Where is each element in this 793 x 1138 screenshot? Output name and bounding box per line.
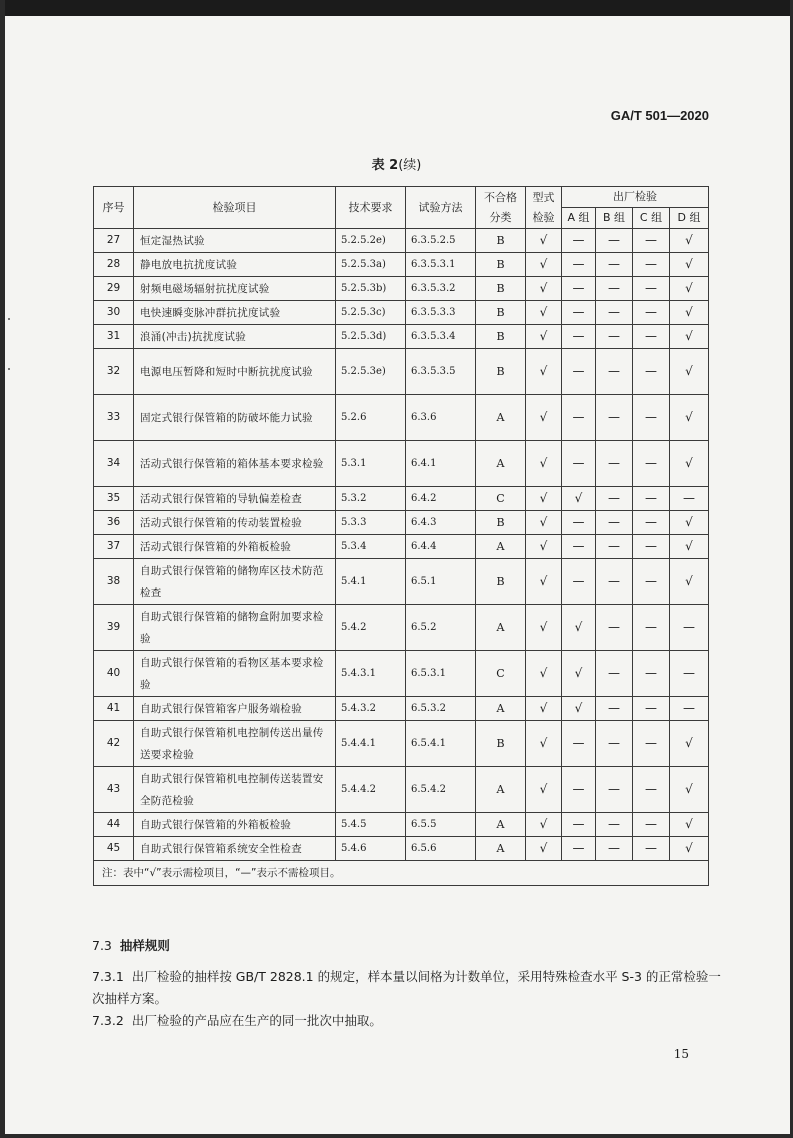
row-type-inspection: √: [526, 605, 562, 651]
row-type-inspection: √: [526, 837, 562, 861]
header-nonconformity-line1: 不合格: [484, 190, 517, 204]
table-row: [94, 301, 709, 325]
row-group-a: —: [562, 559, 596, 605]
row-number: 45: [94, 837, 134, 861]
row-number: 39: [94, 605, 134, 651]
row-type-inspection: √: [526, 301, 562, 325]
row-item: 电源电压暂降和短时中断抗扰度试验: [134, 349, 336, 395]
row-group-c: —: [633, 837, 670, 861]
row-test-method: 6.3.5.3.4: [406, 325, 476, 349]
row-group-c: —: [633, 721, 670, 767]
header-nonconformity: [476, 187, 526, 229]
row-tech-requirement: 5.4.5: [336, 813, 406, 837]
header-type-line2: 检验: [532, 210, 555, 224]
table-row: [94, 651, 709, 697]
row-group-d: √: [670, 349, 709, 395]
row-group-c: —: [633, 605, 670, 651]
row-group-a: —: [562, 229, 596, 253]
row-item: 自助式银行保管箱机电控制传送出量传送要求检验: [134, 721, 336, 767]
header-type-inspection: [526, 187, 562, 229]
row-tech-requirement: 5.4.1: [336, 559, 406, 605]
row-type-inspection: √: [526, 277, 562, 301]
row-item: 固定式银行保管箱的防破坏能力试验: [134, 395, 336, 441]
table-row: [94, 837, 709, 861]
row-group-c: —: [633, 559, 670, 605]
row-test-method: 6.3.5.3.2: [406, 277, 476, 301]
row-group-d: —: [670, 605, 709, 651]
row-item: 自助式银行保管箱的储物盒附加要求检验: [134, 605, 336, 651]
row-item: 自助式银行保管箱的外箱板检验: [134, 813, 336, 837]
row-group-a: —: [562, 837, 596, 861]
row-group-d: —: [670, 697, 709, 721]
row-group-b: —: [596, 441, 633, 487]
table-row: [94, 277, 709, 301]
section-number: 7.3: [92, 938, 112, 953]
row-number: 33: [94, 395, 134, 441]
row-number: 28: [94, 253, 134, 277]
row-test-method: 6.3.6: [406, 395, 476, 441]
row-test-method: 6.3.5.3.1: [406, 253, 476, 277]
row-type-inspection: √: [526, 767, 562, 813]
section-heading: [92, 936, 170, 954]
row-group-a: —: [562, 535, 596, 559]
row-group-c: —: [633, 487, 670, 511]
row-type-inspection: √: [526, 441, 562, 487]
row-group-b: —: [596, 559, 633, 605]
row-group-d: √: [670, 535, 709, 559]
row-group-b: —: [596, 651, 633, 697]
row-tech-requirement: 5.4.2: [336, 605, 406, 651]
row-nonconformity-class: B: [476, 349, 526, 395]
row-group-c: —: [633, 349, 670, 395]
row-test-method: 6.5.5: [406, 813, 476, 837]
row-number: 41: [94, 697, 134, 721]
row-group-b: —: [596, 325, 633, 349]
table-row: [94, 767, 709, 813]
paragraph-number: 7.3.1: [92, 969, 124, 984]
row-test-method: 6.4.1: [406, 441, 476, 487]
row-tech-requirement: 5.2.5.3a): [336, 253, 406, 277]
row-item: 自助式银行保管箱的看物区基本要求检验: [134, 651, 336, 697]
row-type-inspection: √: [526, 535, 562, 559]
row-tech-requirement: 5.2.6: [336, 395, 406, 441]
row-group-d: —: [670, 651, 709, 697]
row-type-inspection: √: [526, 813, 562, 837]
header-factory-inspection: 出厂检验: [562, 187, 709, 208]
row-group-b: —: [596, 767, 633, 813]
row-number: 43: [94, 767, 134, 813]
paragraph-7-3-2: [92, 1010, 722, 1032]
row-group-a: √: [562, 605, 596, 651]
table-header-row: [94, 187, 709, 208]
row-group-d: √: [670, 559, 709, 605]
row-group-c: —: [633, 277, 670, 301]
row-number: 36: [94, 511, 134, 535]
section-title: 抽样规则: [119, 938, 170, 953]
row-group-a: —: [562, 301, 596, 325]
row-group-a: —: [562, 441, 596, 487]
row-type-inspection: √: [526, 229, 562, 253]
row-group-a: √: [562, 697, 596, 721]
row-type-inspection: √: [526, 697, 562, 721]
row-group-a: —: [562, 813, 596, 837]
row-nonconformity-class: B: [476, 511, 526, 535]
paragraph-text: 出厂检验的抽样按 GB/T 2828.1 的规定，样本量以间格为计数单位，采用特殊检查水平 S-3 的正常检验一次抽样方案。: [92, 969, 721, 1006]
row-item: 活动式银行保管箱的箱体基本要求检验: [134, 441, 336, 487]
row-number: 31: [94, 325, 134, 349]
row-group-a: √: [562, 651, 596, 697]
row-group-d: √: [670, 229, 709, 253]
row-test-method: 6.4.4: [406, 535, 476, 559]
row-number: 32: [94, 349, 134, 395]
paragraph-text: 出厂检验的产品应在生产的同一批次中抽取。: [131, 1013, 382, 1028]
table-row: [94, 253, 709, 277]
row-test-method: 6.5.4.1: [406, 721, 476, 767]
row-group-a: —: [562, 349, 596, 395]
table-row: [94, 813, 709, 837]
row-item: 活动式银行保管箱的导轨偏差检查: [134, 487, 336, 511]
row-test-method: 6.4.2: [406, 487, 476, 511]
row-group-b: —: [596, 277, 633, 301]
row-group-b: —: [596, 253, 633, 277]
row-tech-requirement: 5.2.5.2e): [336, 229, 406, 253]
row-type-inspection: √: [526, 651, 562, 697]
row-group-d: √: [670, 253, 709, 277]
header-group-c: C 组: [633, 208, 670, 229]
row-nonconformity-class: B: [476, 229, 526, 253]
row-group-d: √: [670, 767, 709, 813]
table-caption-number: 表 2: [371, 158, 399, 173]
scan-speck: [8, 318, 10, 320]
header-group-d: D 组: [670, 208, 709, 229]
row-tech-requirement: 5.4.3.2: [336, 697, 406, 721]
document-code: GA/T 501—2020: [610, 108, 709, 123]
row-type-inspection: √: [526, 487, 562, 511]
row-group-b: —: [596, 721, 633, 767]
row-nonconformity-class: A: [476, 605, 526, 651]
row-item: 自助式银行保管箱的储物库区技术防范检查: [134, 559, 336, 605]
row-group-d: √: [670, 325, 709, 349]
row-group-d: √: [670, 511, 709, 535]
row-group-a: —: [562, 253, 596, 277]
row-tech-requirement: 5.4.4.2: [336, 767, 406, 813]
row-item: 自助式银行保管箱机电控制传送装置安全防范检验: [134, 767, 336, 813]
table-note: 注：表中“√”表示需检项目，“—”表示不需检项目。: [94, 861, 709, 886]
page-number: 15: [673, 1047, 689, 1061]
row-group-c: —: [633, 325, 670, 349]
table-row: [94, 697, 709, 721]
row-group-b: —: [596, 511, 633, 535]
row-group-a: —: [562, 721, 596, 767]
row-tech-requirement: 5.2.5.3d): [336, 325, 406, 349]
row-nonconformity-class: A: [476, 837, 526, 861]
row-item: 电快速瞬变脉冲群抗扰度试验: [134, 301, 336, 325]
row-nonconformity-class: A: [476, 697, 526, 721]
header-group-b: B 组: [596, 208, 633, 229]
row-group-c: —: [633, 813, 670, 837]
row-group-a: —: [562, 767, 596, 813]
row-item: 活动式银行保管箱的外箱板检验: [134, 535, 336, 559]
table-body: [94, 229, 709, 861]
row-nonconformity-class: B: [476, 253, 526, 277]
row-group-c: —: [633, 229, 670, 253]
row-group-c: —: [633, 253, 670, 277]
row-type-inspection: √: [526, 395, 562, 441]
row-type-inspection: √: [526, 325, 562, 349]
row-group-b: —: [596, 487, 633, 511]
table-caption-continued: (续): [398, 158, 422, 173]
table-row: [94, 511, 709, 535]
header-method: 试验方法: [406, 187, 476, 229]
row-group-d: √: [670, 301, 709, 325]
row-test-method: 6.5.3.1: [406, 651, 476, 697]
row-item: 浪涌(冲击)抗扰度试验: [134, 325, 336, 349]
row-group-b: —: [596, 229, 633, 253]
row-nonconformity-class: B: [476, 559, 526, 605]
row-item: 恒定湿热试验: [134, 229, 336, 253]
inspection-table: [93, 186, 709, 886]
row-tech-requirement: 5.3.2: [336, 487, 406, 511]
row-group-a: —: [562, 277, 596, 301]
row-group-c: —: [633, 535, 670, 559]
row-group-b: —: [596, 605, 633, 651]
row-number: 38: [94, 559, 134, 605]
row-group-d: √: [670, 721, 709, 767]
row-group-d: √: [670, 837, 709, 861]
row-type-inspection: √: [526, 559, 562, 605]
scan-bottom-edge: [0, 1134, 793, 1138]
table-row: [94, 229, 709, 253]
row-group-b: —: [596, 349, 633, 395]
row-group-b: —: [596, 535, 633, 559]
row-group-c: —: [633, 301, 670, 325]
table-row: [94, 441, 709, 487]
paragraph-7-3-1: [92, 966, 722, 1010]
header-item: 检验项目: [134, 187, 336, 229]
row-nonconformity-class: A: [476, 441, 526, 487]
scan-top-edge: [0, 0, 793, 16]
row-nonconformity-class: C: [476, 487, 526, 511]
table-row: [94, 605, 709, 651]
row-tech-requirement: 5.2.5.3c): [336, 301, 406, 325]
row-item: 静电放电抗扰度试验: [134, 253, 336, 277]
row-test-method: 6.3.5.3.3: [406, 301, 476, 325]
row-group-a: —: [562, 395, 596, 441]
row-tech-requirement: 5.3.4: [336, 535, 406, 559]
row-group-b: —: [596, 813, 633, 837]
row-test-method: 6.5.3.2: [406, 697, 476, 721]
row-test-method: 6.5.2: [406, 605, 476, 651]
row-item: 射频电磁场辐射抗扰度试验: [134, 277, 336, 301]
row-tech-requirement: 5.3.1: [336, 441, 406, 487]
row-type-inspection: √: [526, 253, 562, 277]
row-number: 35: [94, 487, 134, 511]
row-group-c: —: [633, 697, 670, 721]
table-row: [94, 721, 709, 767]
header-type-line1: 型式: [532, 190, 555, 204]
row-group-c: —: [633, 395, 670, 441]
row-nonconformity-class: B: [476, 277, 526, 301]
row-nonconformity-class: A: [476, 813, 526, 837]
scan-speck: [8, 368, 10, 370]
row-group-b: —: [596, 395, 633, 441]
header-seq: 序号: [94, 187, 134, 229]
row-group-b: —: [596, 301, 633, 325]
row-nonconformity-class: A: [476, 767, 526, 813]
row-type-inspection: √: [526, 349, 562, 395]
row-test-method: 6.5.1: [406, 559, 476, 605]
row-number: 30: [94, 301, 134, 325]
row-tech-requirement: 5.3.3: [336, 511, 406, 535]
row-number: 42: [94, 721, 134, 767]
table-row: [94, 559, 709, 605]
row-test-method: 6.5.4.2: [406, 767, 476, 813]
row-item: 自助式银行保管箱客户服务端检验: [134, 697, 336, 721]
row-tech-requirement: 5.4.3.1: [336, 651, 406, 697]
row-number: 34: [94, 441, 134, 487]
table-caption: [0, 154, 793, 173]
row-group-d: √: [670, 441, 709, 487]
row-nonconformity-class: B: [476, 325, 526, 349]
row-number: 40: [94, 651, 134, 697]
row-nonconformity-class: C: [476, 651, 526, 697]
table-row: [94, 325, 709, 349]
row-group-a: √: [562, 487, 596, 511]
row-test-method: 6.5.6: [406, 837, 476, 861]
table-note-row: [94, 861, 709, 886]
header-tech: 技术要求: [336, 187, 406, 229]
paragraph-number: 7.3.2: [92, 1013, 124, 1028]
row-tech-requirement: 5.2.5.3b): [336, 277, 406, 301]
row-nonconformity-class: B: [476, 721, 526, 767]
row-group-d: —: [670, 487, 709, 511]
header-nonconformity-line2: 分类: [489, 210, 512, 224]
row-group-d: √: [670, 813, 709, 837]
row-group-c: —: [633, 511, 670, 535]
row-test-method: 6.3.5.2.5: [406, 229, 476, 253]
row-group-d: √: [670, 395, 709, 441]
row-type-inspection: √: [526, 511, 562, 535]
row-group-c: —: [633, 651, 670, 697]
row-group-b: —: [596, 837, 633, 861]
row-tech-requirement: 5.2.5.3e): [336, 349, 406, 395]
table-row: [94, 535, 709, 559]
row-group-a: —: [562, 325, 596, 349]
row-nonconformity-class: A: [476, 535, 526, 559]
row-type-inspection: √: [526, 721, 562, 767]
row-nonconformity-class: B: [476, 301, 526, 325]
row-number: 29: [94, 277, 134, 301]
row-group-a: —: [562, 511, 596, 535]
row-group-b: —: [596, 697, 633, 721]
row-item: 活动式银行保管箱的传动装置检验: [134, 511, 336, 535]
row-number: 44: [94, 813, 134, 837]
row-nonconformity-class: A: [476, 395, 526, 441]
row-tech-requirement: 5.4.4.1: [336, 721, 406, 767]
row-group-c: —: [633, 441, 670, 487]
row-test-method: 6.3.5.3.5: [406, 349, 476, 395]
row-number: 27: [94, 229, 134, 253]
row-tech-requirement: 5.4.6: [336, 837, 406, 861]
row-item: 自助式银行保管箱系统安全性检查: [134, 837, 336, 861]
row-number: 37: [94, 535, 134, 559]
table-row: [94, 395, 709, 441]
row-group-d: √: [670, 277, 709, 301]
header-group-a: A 组: [562, 208, 596, 229]
table-row: [94, 487, 709, 511]
row-test-method: 6.4.3: [406, 511, 476, 535]
row-group-c: —: [633, 767, 670, 813]
table-row: [94, 349, 709, 395]
